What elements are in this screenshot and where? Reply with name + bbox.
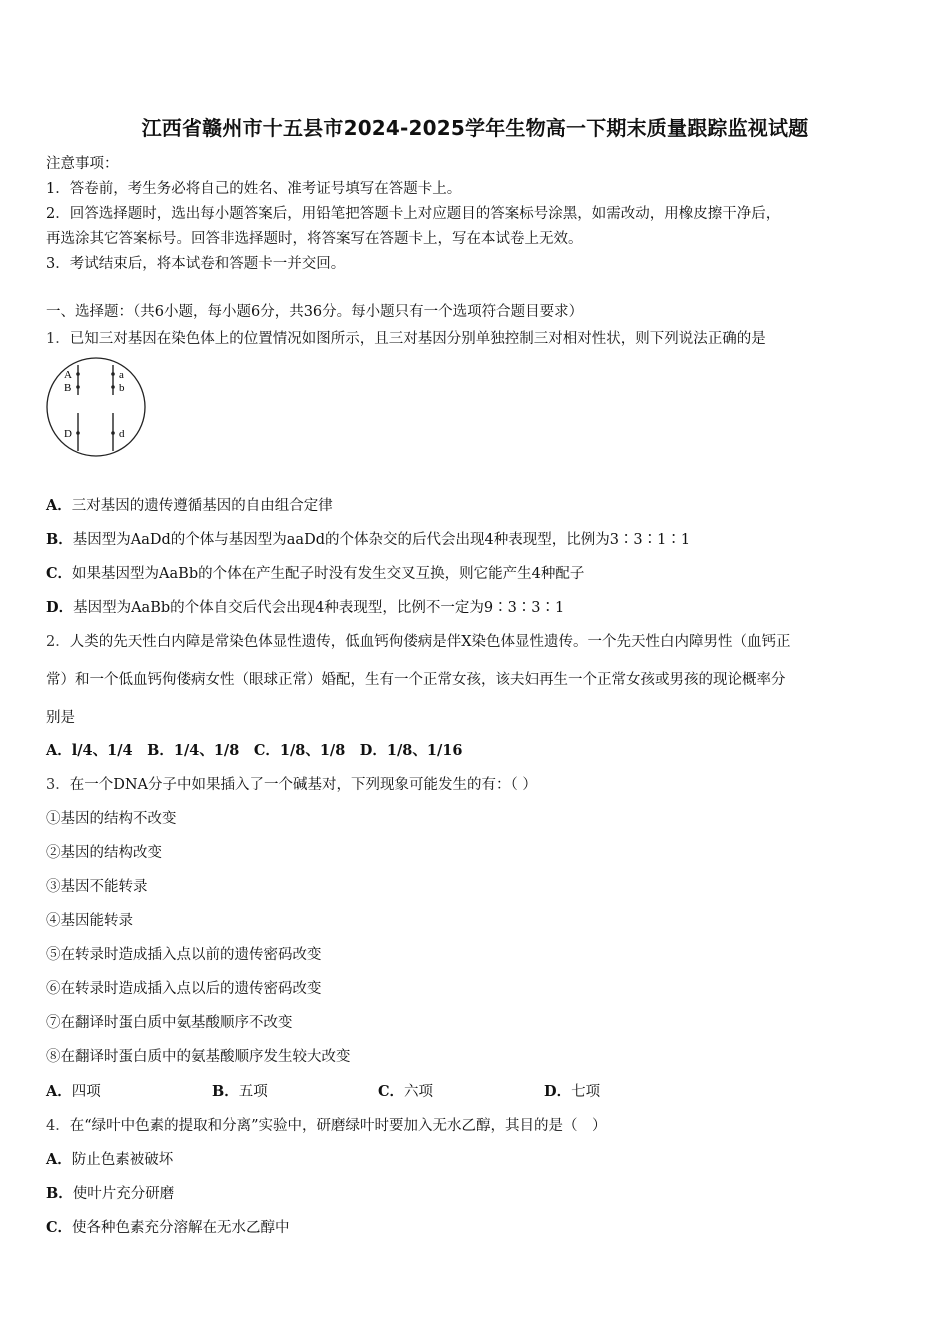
statement-item: ⑤在转录时造成插入点以前的遗传密码改变 [46, 947, 322, 963]
option-text: 七项 [571, 1084, 601, 1100]
question-3-option-d [544, 1080, 600, 1101]
notice-item: 3．考试结束后，将本试卷和答题卡一并交回。 [46, 256, 346, 272]
option-text: 防止色素被破坏 [71, 1152, 174, 1168]
question-number: 3． [46, 777, 70, 793]
question-4-option-a [46, 1148, 173, 1169]
gene-locus [111, 372, 115, 376]
question-3-option-c [378, 1080, 544, 1101]
question-4-option-c [46, 1216, 290, 1237]
statement-item: ②基因的结构改变 [46, 845, 162, 861]
question-2-options: A．l/4、1/4 B．1/4、1/8 C．1/8、1/8 D．1/8、1/16 [46, 742, 463, 759]
statement-item: ⑧在翻译时蛋白质中的氨基酸顺序发生较大改变 [46, 1049, 351, 1065]
question-number: 4． [46, 1118, 70, 1134]
question-1-option-c [46, 562, 584, 583]
statement-item: ④基因能转录 [46, 913, 133, 929]
question-2-stem-line: 别是 [46, 710, 75, 726]
question-3-stem [46, 773, 537, 794]
chromosome-diagram [44, 357, 150, 459]
question-number: 2． [46, 634, 70, 650]
question-1-option-a [46, 494, 333, 515]
option-text: 四项 [71, 1084, 101, 1100]
question-text: 已知三对基因在染色体上的位置情况如图所示，且三对基因分别单独控制三对相对性状，则下列说法正确的是 [69, 331, 766, 347]
question-4-option-b [46, 1182, 174, 1203]
option-key: C． [46, 565, 73, 582]
option-key: A． [46, 1151, 72, 1168]
gene-locus [76, 372, 80, 376]
question-3-option-a [46, 1080, 212, 1101]
option-key: D． [46, 599, 74, 616]
gene-label-B: B [64, 382, 72, 394]
gene-locus [111, 431, 115, 435]
question-2-stem-line [46, 630, 791, 651]
gene-label-D: D [64, 428, 72, 440]
question-1-option-b [46, 528, 690, 549]
question-3-option-b [212, 1080, 378, 1101]
statement-item: ①基因的结构不改变 [46, 811, 177, 827]
option-text: 使各种色素充分溶解在无水乙醇中 [72, 1220, 290, 1236]
option-key: C． [378, 1083, 405, 1100]
question-4-stem [46, 1114, 607, 1135]
notice-item: 2．回答选择题时，选出每小题答案后，用铅笔把答题卡上对应题目的答案标号涂黑，如需改动，用橡皮擦干净后， [46, 206, 781, 222]
option-key: A． [46, 1083, 72, 1100]
option-key: D． [544, 1083, 572, 1100]
gene-label-a: a [119, 369, 124, 381]
option-key: B． [212, 1083, 239, 1100]
option-text: 五项 [238, 1084, 268, 1100]
notice-item: 再选涂其它答案标号。回答非选择题时，将答案写在答题卡上，写在本试卷上无效。 [46, 231, 583, 247]
gene-label-A: A [64, 369, 72, 381]
question-text: 在“绿叶中色素的提取和分离”实验中，研磨绿叶时要加入无水乙醇，其目的是（ ） [69, 1118, 607, 1134]
notice-item: 1．答卷前，考生务必将自己的姓名、准考证号填写在答题卡上。 [46, 181, 462, 197]
statement-item: ⑦在翻译时蛋白质中氨基酸顺序不改变 [46, 1015, 293, 1031]
question-1-option-d [46, 596, 564, 617]
gene-locus [76, 385, 80, 389]
question-number: 1． [46, 331, 70, 347]
statement-item: ⑥在转录时造成插入点以后的遗传密码改变 [46, 981, 322, 997]
question-3-options [46, 1080, 600, 1101]
statement-item: ③基因不能转录 [46, 879, 148, 895]
gene-label-b: b [119, 382, 125, 394]
notice-heading: 注意事项： [46, 156, 119, 172]
option-text: 如果基因型为AaBb的个体在产生配子时没有发生交叉互换，则它能产生4种配子 [72, 566, 585, 582]
question-text: 在一个DNA分子中如果插入了一个碱基对，下列现象可能发生的有：（ ） [69, 777, 537, 793]
option-text: 基因型为AaBb的个体自交后代会出现4种表现型，比例不一定为9∶3∶3∶1 [73, 600, 565, 616]
question-text: 人类的先天性白内障是常染色体显性遗传，低血钙佝偻病是伴X染色体显性遗传。一个先天性白内障男性（血钙正 [69, 634, 791, 650]
question-1-stem [46, 327, 766, 348]
option-text: 基因型为AaDd的个体与基因型为aaDd的个体杂交的后代会出现4种表现型，比例为3∶3∶1∶1 [72, 532, 691, 548]
gene-locus [111, 385, 115, 389]
section-heading: 一、选择题：（共6小题，每小题6分，共36分。每小题只有一个选项符合题目要求） [46, 304, 584, 320]
option-key: B． [46, 1185, 73, 1202]
question-2-stem-line: 常）和一个低血钙佝偻病女性（眼球正常）婚配，生有一个正常女孩，该夫妇再生一个正常女孩或男孩的现论概率分 [46, 672, 786, 688]
gene-locus [76, 431, 80, 435]
cell-outline [47, 358, 145, 456]
page-title: 江西省赣州市十五县市2024-2025学年生物高一下期末质量跟踪监视试题 [141, 116, 809, 140]
option-key: C． [46, 1219, 73, 1236]
gene-label-d: d [119, 428, 125, 440]
option-text: 六项 [404, 1084, 434, 1100]
option-text: 使叶片充分研磨 [72, 1186, 175, 1202]
option-key: B． [46, 531, 73, 548]
option-text: 三对基因的遗传遵循基因的自由组合定律 [71, 498, 333, 514]
option-key: A． [46, 497, 72, 514]
